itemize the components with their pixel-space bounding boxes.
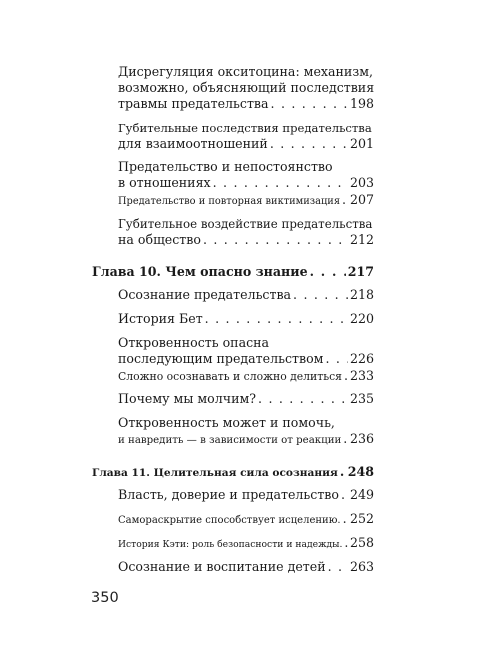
page-number: 236	[349, 431, 374, 446]
dot-leader	[205, 311, 348, 327]
page-number: 220	[349, 311, 374, 326]
page-number: 198	[349, 96, 374, 111]
dot-leader	[344, 368, 348, 384]
dot-leader	[343, 511, 348, 527]
entry-title-line: Губительное воздействие предательства	[118, 217, 373, 231]
page-number: 249	[349, 487, 374, 502]
entry-title-line: Предательство и повторная виктимизация	[118, 196, 340, 207]
page-number: 252	[349, 511, 374, 526]
toc-entry	[118, 535, 374, 553]
dot-leader	[328, 559, 348, 575]
dot-leader	[342, 192, 348, 208]
toc-entry	[118, 192, 374, 210]
toc-entry	[118, 415, 374, 449]
entry-title-line: последующим предательством	[118, 351, 324, 366]
dot-leader	[293, 287, 348, 303]
toc-entry	[118, 487, 374, 503]
page-number: 233	[349, 368, 374, 383]
entry-title-line: История Бет	[118, 311, 203, 326]
toc-entry	[118, 368, 374, 385]
page-number: 203	[349, 175, 374, 190]
chapter-title: Глава 10. Чем опасно знание	[92, 264, 308, 279]
entry-title-line: травмы предательства	[118, 96, 269, 111]
entry-title-line: Откровенность может и помочь,	[118, 415, 335, 430]
dot-leader	[310, 264, 346, 280]
entry-title-line: Предательство и непостоянство	[118, 159, 333, 174]
page-number: 201	[349, 136, 374, 151]
entry-title-line: Почему мы молчим?	[118, 391, 257, 406]
dot-leader	[325, 351, 348, 367]
page-folio-number: 350	[91, 590, 119, 606]
entry-title-line: История Кэти: роль безопасности и надежды.	[118, 539, 343, 550]
toc-entry	[118, 335, 374, 367]
toc-entry	[118, 287, 374, 303]
entry-title-line: Самораскрытие способствует исцелению.	[118, 515, 341, 526]
page-number: 226	[349, 351, 374, 366]
dot-leader	[203, 232, 348, 248]
entry-title-line: Осознание предательства	[118, 287, 292, 302]
entry-title-line: возможно, объясняющий последствия	[118, 80, 375, 95]
toc-entry	[118, 311, 374, 327]
toc-entry	[118, 391, 374, 407]
page-number: 217	[347, 264, 374, 279]
page-number: 235	[349, 391, 374, 406]
dot-leader	[341, 487, 348, 503]
page-number: 263	[349, 559, 374, 574]
entry-title-line: и навредить — в зависимости от реакции	[118, 435, 342, 446]
toc-entry	[118, 120, 374, 152]
entry-title-line: на общество	[118, 232, 201, 247]
page-number: 218	[349, 287, 374, 302]
entry-title-line: Осознание и воспитание детей	[118, 559, 326, 574]
entry-title-line: Откровенность опасна	[118, 335, 270, 350]
entry-title-line: Дисрегуляция окситоцина: механизм,	[118, 64, 373, 79]
entry-title-line: в отношениях	[118, 175, 211, 190]
toc-entry	[118, 64, 374, 112]
entry-title-line: Сложно осознавать и сложно делиться	[118, 370, 342, 383]
toc-entry	[118, 511, 374, 529]
page-number: 207	[349, 192, 374, 207]
entry-title-line: для взаимоотношений	[118, 136, 268, 151]
entry-title-line: Власть, доверие и предательство	[118, 487, 339, 502]
chapter-heading	[92, 264, 374, 280]
page-number: 212	[349, 232, 374, 247]
toc-entry	[118, 216, 374, 248]
chapter-heading	[92, 464, 374, 481]
page-number: 258	[349, 535, 374, 550]
dot-leader	[343, 431, 348, 447]
dot-leader	[344, 535, 348, 551]
dot-leader	[213, 175, 348, 191]
entry-title-line: Губительные последствия предательства	[118, 121, 372, 135]
toc-entry	[118, 159, 374, 191]
page-number: 248	[347, 464, 374, 479]
dot-leader	[340, 464, 346, 480]
chapter-title: Глава 11. Целительная сила осознания	[92, 467, 338, 479]
toc-entry	[118, 559, 374, 575]
dot-leader	[270, 136, 348, 152]
dot-leader	[258, 391, 348, 407]
dot-leader	[271, 96, 348, 112]
